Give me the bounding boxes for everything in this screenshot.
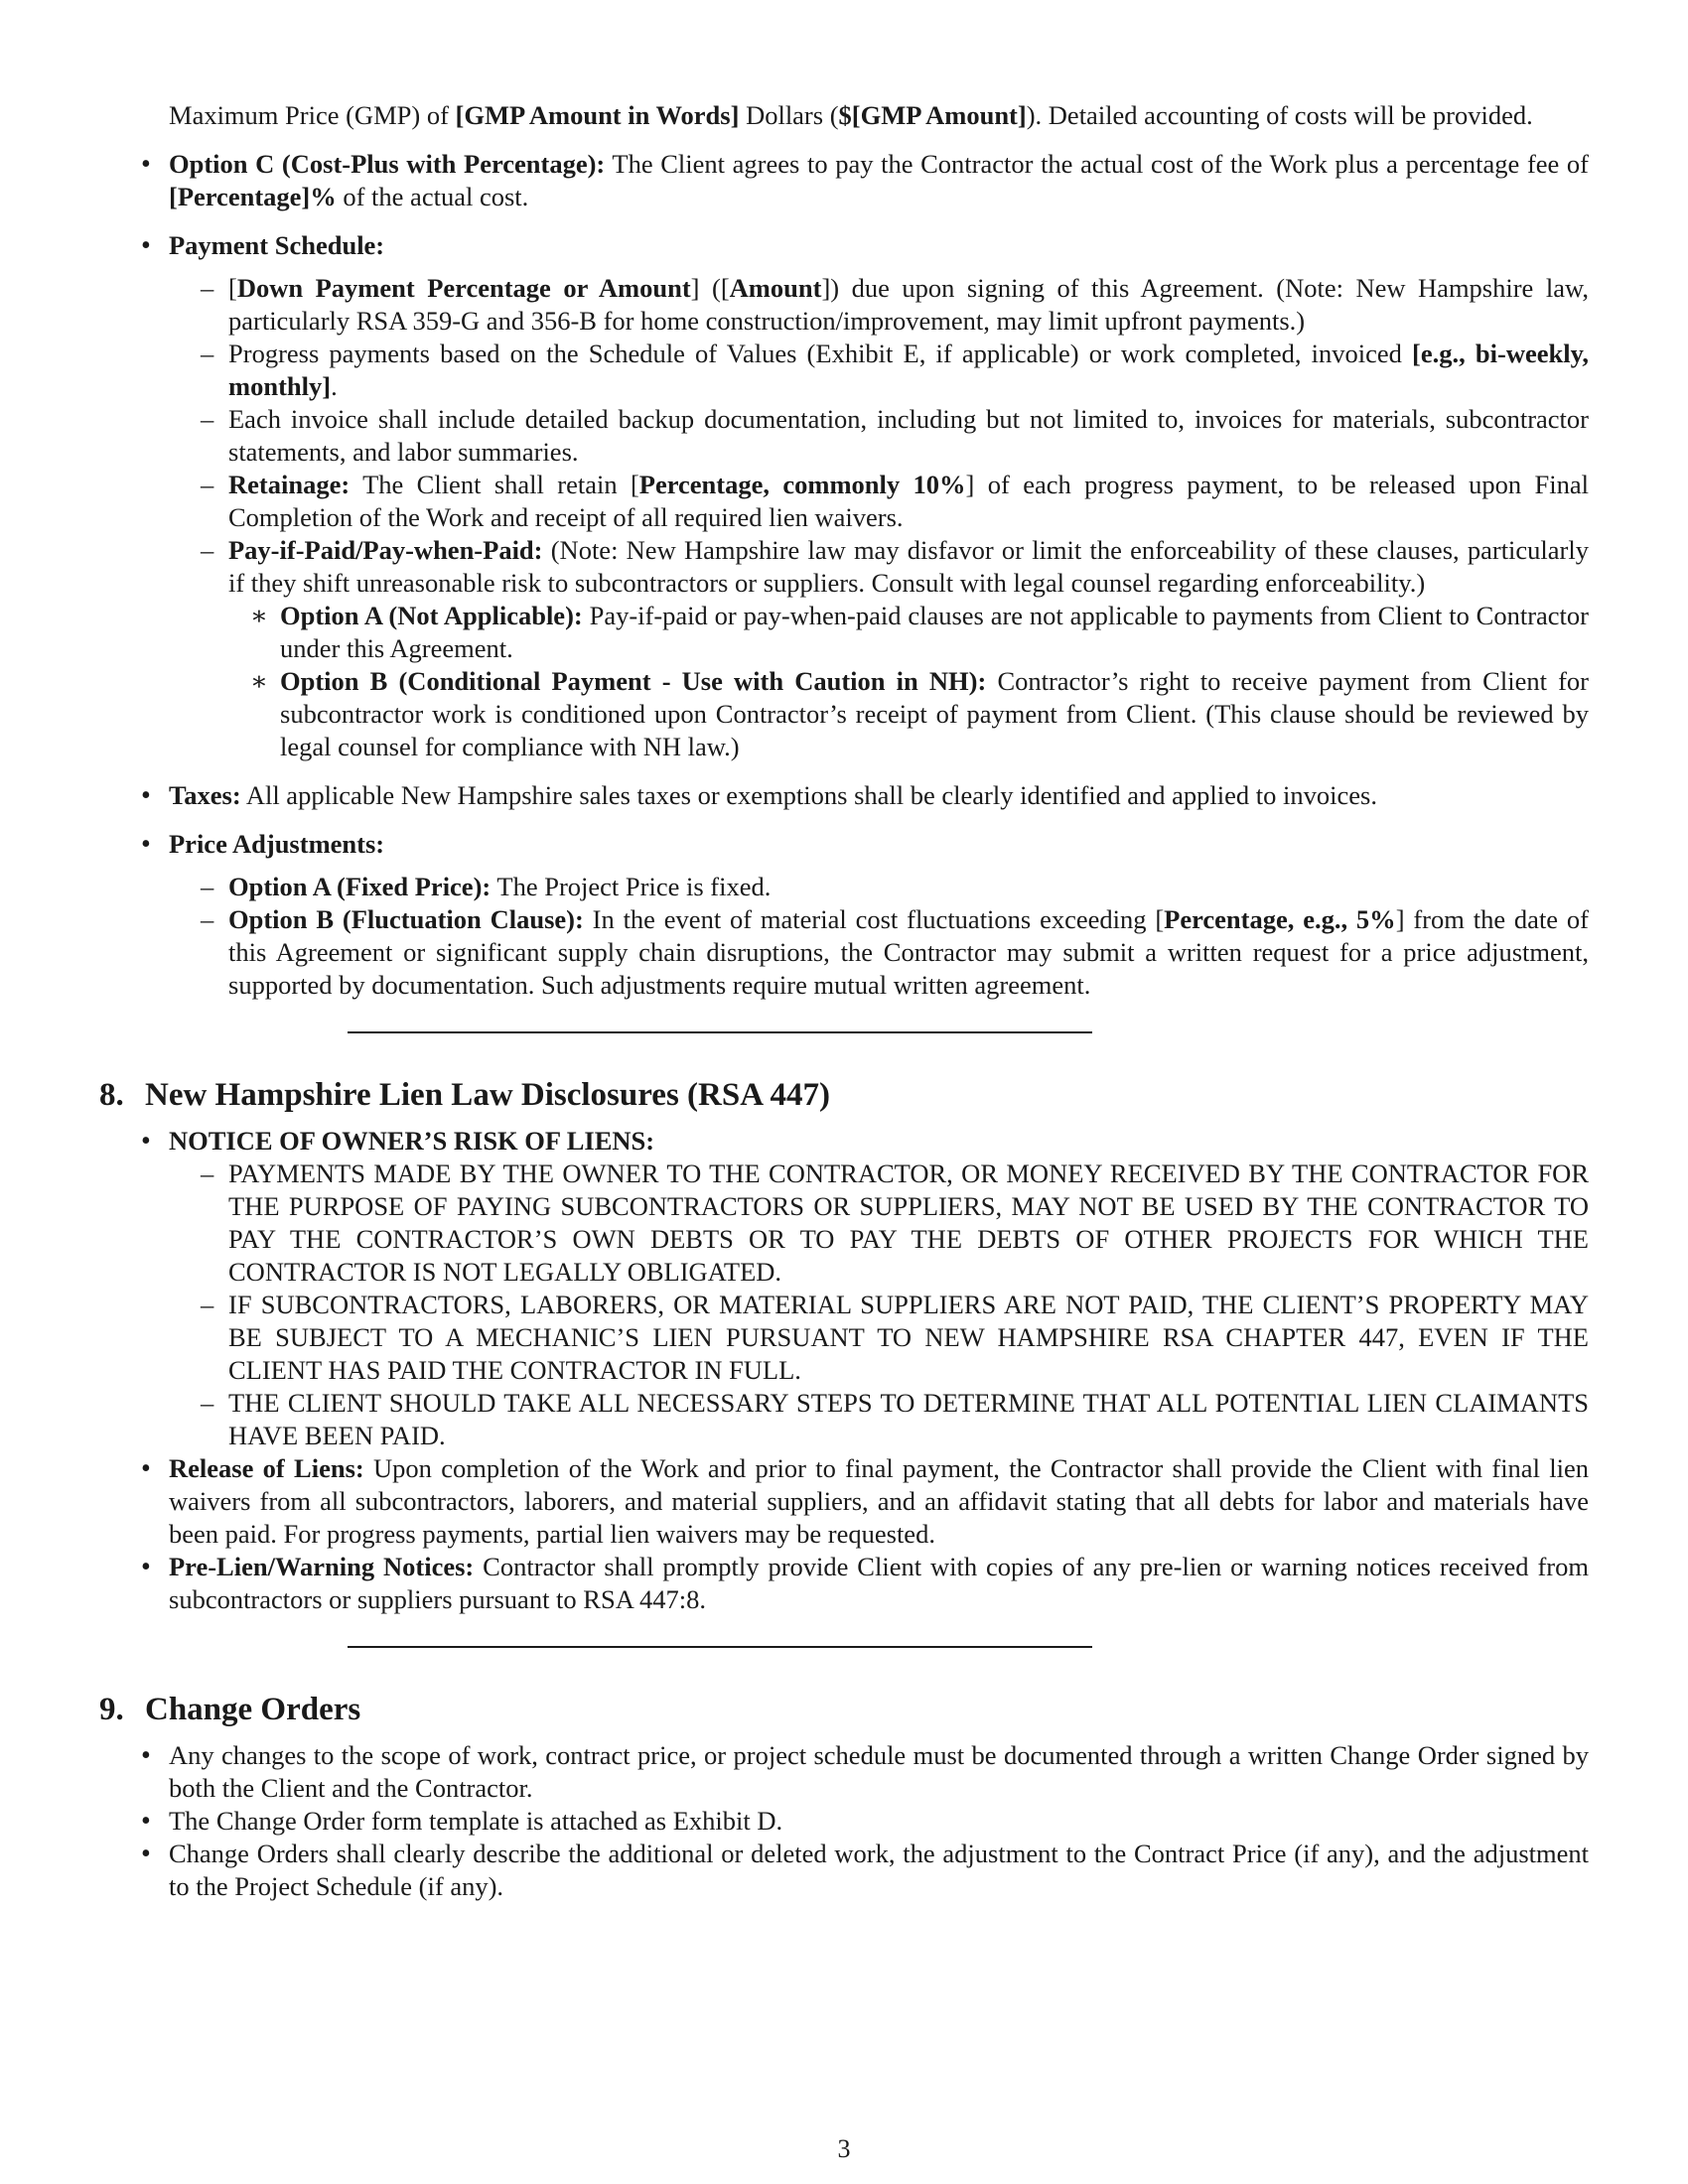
list-item: • The Change Order form template is attached as Exhibit D.: [169, 1805, 1589, 1838]
retainage-item: – Retainage: The Client shall retain [Percentage, commonly 10%] of each progress payment, to be released upon Final Completion of the Work and receipt of all required lien waivers.: [228, 469, 1589, 534]
price-option-b: – Option B (Fluctuation Clause): In the event of material cost fluctuations exceeding [Percentage, e.g., 5%] from the date of this Agreement or significant supply chain disruptions, the Contractor may submit a written request for a price adjustment, supported by documentation. Such adjustments require mutual written agreement.: [228, 903, 1589, 1002]
list-item: • Change Orders shall clearly describe the additional or deleted work, the adjustment to the Contract Price (if any), and the adjustment to the Project Schedule (if any).: [169, 1838, 1589, 1903]
progress-payments-item: – Progress payments based on the Schedule of Values (Exhibit E, if applicable) or work completed, invoiced [e.g., bi-weekly, monthly].: [228, 338, 1589, 403]
page-number: 3: [837, 2134, 851, 2163]
section-divider: [348, 1646, 1092, 1648]
list-item: • Any changes to the scope of work, contract price, or project schedule must be documented through a written Change Order signed by both the Client and the Contractor.: [169, 1739, 1589, 1805]
pay-option-a: ∗ Option A (Not Applicable): Pay-if-paid or pay-when-paid clauses are not applicable to payments from Client to Contractor under this Agreement.: [280, 600, 1589, 665]
owner-risk-notices: [169, 1158, 1589, 1452]
payment-schedule-sublist: [169, 272, 1589, 763]
pre-lien-notices-item: • Pre-Lien/Warning Notices: Contractor shall promptly provide Client with copies of any pre-lien or warning notices received from subcontractors or suppliers pursuant to RSA 447:8.: [169, 1551, 1589, 1616]
taxes-item: • Taxes: All applicable New Hampshire sales taxes or exemptions shall be clearly identified and applied to invoices.: [169, 779, 1589, 812]
owner-risk-notice-item: • NOTICE OF OWNER’S RISK OF LIENS: – PAYMENTS MADE BY THE OWNER TO THE CONTRACTOR, OR MONEY RECEIVED BY THE CONTRACTOR FOR THE PURPOSE OF PAYING SUBCONTRACTORS OR SUPPLIERS, MAY NOT BE USED BY THE CONTRACTOR TO PAY THE CONTRACTOR’S OWN DEBTS OR TO PAY THE DEBTS OF OTHER PROJECTS FOR WHICH THE CONTRACTOR IS NOT LEGALLY OBLIGATED. – IF SUBCONTRACTORS, LABORERS, OR MATERIAL SUPPLIERS ARE NOT PAID, THE CLIENT’S PROPERTY MAY BE SUBJECT TO A MECHANIC’S LIEN PURSUANT TO NEW HAMPSHIRE RSA CHAPTER 447, EVEN IF THE CLIENT HAS PAID THE CONTRACTOR IN FULL. – THE CLIENT SHOULD TAKE ALL NECESSARY STEPS TO DETERMINE THAT ALL POTENTIAL LIEN CLAIMANTS HAVE BEEN PAID.: [169, 1125, 1589, 1452]
option-c-item: • Option C (Cost-Plus with Percentage): The Client agrees to pay the Contractor the actual cost of the Work plus a percentage fee of [Percentage]% of the actual cost.: [169, 148, 1589, 213]
invoice-documentation-item: – Each invoice shall include detailed backup documentation, including but not limited to, invoices for materials, subcontractor statements, and labor summaries.: [228, 403, 1589, 469]
section-9-heading: 9. Change Orders: [99, 1692, 361, 1727]
notice-item: – IF SUBCONTRACTORS, LABORERS, OR MATERIAL SUPPLIERS ARE NOT PAID, THE CLIENT’S PROPERTY MAY BE SUBJECT TO A MECHANIC’S LIEN PURSUANT TO NEW HAMPSHIRE RSA CHAPTER 447, EVEN IF THE CLIENT HAS PAID THE CONTRACTOR IN FULL.: [228, 1289, 1589, 1387]
document-page: [99, 99, 1589, 1903]
section-divider: [348, 1031, 1092, 1033]
payment-schedule-item: • Payment Schedule: – [Down Payment Percentage or Amount] ([Amount]) due upon signing of this Agreement. (Note: New Hampshire law, particularly RSA 359-G and 356-B for home construction/improvement, may limit upfront payments.) – Progress payments based on the Schedule of Values (Exhibit E, if applicable) or work completed, invoiced [e.g., bi-weekly, monthly]. – Each invoice shall include detailed backup documentation, including but not limited to, invoices for materials, subcontractor statements, and labor summaries. – Retainage: The Client shall retain [Percentage, commonly 10%] of each progress payment, to be released upon Final Completion of the Work and receipt of all required lien waivers. – Pay-if-Paid/Pay-when-Paid: (Note: New Hampshire law may disfavor or limit the enforceability of these clauses, particularly if they shift unreasonable risk to subcontractors or suppliers. Consult with legal counsel regarding enforceability.) ∗ Option A (Not Applicable): Pay-if-paid or pay-when-paid clauses are not applicable to payments from Client to Contractor under this Agreement. ∗ Option B (Conditional Payment - Use with Caution in NH): Contractor’s right to receive payment from Client for subcontractor work is conditioned upon Contractor’s receipt of payment from Client. (This clause should be reviewed by legal counsel for compliance with NH law.): [169, 229, 1589, 763]
down-payment-item: – [Down Payment Percentage or Amount] ([Amount]) due upon signing of this Agreement. (Note: New Hampshire law, particularly RSA 359-G and 356-B for home construction/improvement, may limit upfront payments.): [228, 272, 1589, 338]
pay-if-paid-options: [228, 600, 1589, 763]
pay-if-paid-item: – Pay-if-Paid/Pay-when-Paid: (Note: New Hampshire law may disfavor or limit the enforceability of these clauses, particularly if they shift unreasonable risk to subcontractors or suppliers. Consult with legal counsel regarding enforceability.) ∗ Option A (Not Applicable): Pay-if-paid or pay-when-paid clauses are not applicable to payments from Client to Contractor under this Agreement. ∗ Option B (Conditional Payment - Use with Caution in NH): Contractor’s right to receive payment from Client for subcontractor work is conditioned upon Contractor’s receipt of payment from Client. (This clause should be reviewed by legal counsel for compliance with NH law.): [228, 534, 1589, 763]
pay-option-b: ∗ Option B (Conditional Payment - Use with Caution in NH): Contractor’s right to receive payment from Client for subcontractor work is conditioned upon Contractor’s receipt of payment from Client. (This clause should be reviewed by legal counsel for compliance with NH law.): [280, 665, 1589, 763]
notice-item: – PAYMENTS MADE BY THE OWNER TO THE CONTRACTOR, OR MONEY RECEIVED BY THE CONTRACTOR FOR THE PURPOSE OF PAYING SUBCONTRACTORS OR SUPPLIERS, MAY NOT BE USED BY THE CONTRACTOR TO PAY THE CONTRACTOR’S OWN DEBTS OR TO PAY THE DEBTS OF OTHER PROJECTS FOR WHICH THE CONTRACTOR IS NOT LEGALLY OBLIGATED.: [228, 1158, 1589, 1289]
lien-disclosures-list: [99, 1125, 1589, 1616]
change-orders-list: [99, 1739, 1589, 1903]
price-option-a: – Option A (Fixed Price): The Project Price is fixed.: [228, 871, 1589, 903]
section-8-heading: 8. New Hampshire Lien Law Disclosures (RSA 447): [99, 1077, 830, 1113]
price-adjustments-item: • Price Adjustments: – Option A (Fixed Price): The Project Price is fixed. – Option B (Fluctuation Clause): In the event of material cost fluctuations exceeding [Percentage, e.g., 5%] from the date of this Agreement or significant supply chain disruptions, the Contractor may submit a written request for a price adjustment, supported by documentation. Such adjustments require mutual written agreement.: [169, 828, 1589, 1002]
release-of-liens-item: • Release of Liens: Upon completion of the Work and prior to final payment, the Contractor shall provide the Client with final lien waivers from all subcontractors, laborers, and material suppliers, and an affidavit stating that all debts for labor and materials have been paid. For progress payments, partial lien waivers may be requested.: [169, 1452, 1589, 1551]
payment-terms-list: [99, 148, 1589, 1002]
notice-item: – THE CLIENT SHOULD TAKE ALL NECESSARY STEPS TO DETERMINE THAT ALL POTENTIAL LIEN CLAIMANTS HAVE BEEN PAID.: [228, 1387, 1589, 1452]
price-adjustments-sublist: [169, 871, 1589, 1002]
gmp-continuation: Maximum Price (GMP) of [GMP Amount in Words] Dollars ($[GMP Amount]). Detailed accounting of costs will be provided.: [169, 100, 1533, 130]
